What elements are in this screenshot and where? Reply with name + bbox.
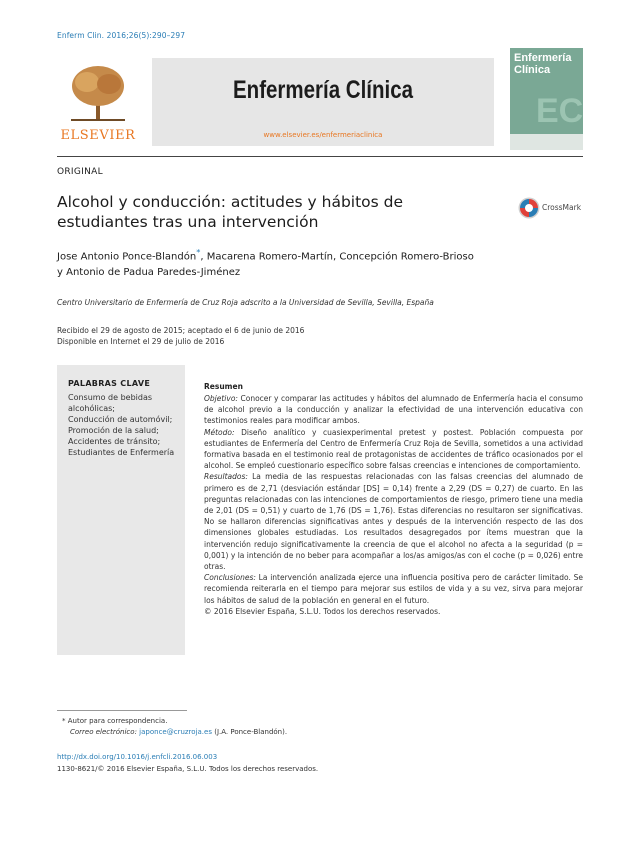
email-label: Correo electrónico:: [70, 728, 137, 736]
keyword-item: Promoción de la salud;: [68, 426, 159, 435]
journal-url-link[interactable]: www.elsevier.es/enfermeriaclinica: [263, 131, 383, 139]
affiliation: Centro Universitario de Enfermería de Cruz Roja adscrito a la Universidad de Sevilla, Sevilla, España: [57, 298, 434, 307]
article-section-label: ORIGINAL: [57, 167, 103, 177]
cover-title-line1: Enfermería: [514, 52, 572, 64]
elsevier-wordmark: ELSEVIER: [60, 128, 136, 143]
online-date: Disponible en Internet el 29 de julio de 2016: [57, 337, 225, 346]
author-list: [57, 244, 577, 281]
author-line2: y Antonio de Padua Paredes-Jiménez: [57, 267, 241, 279]
correspondence-note: * Autor para correspondencia.: [62, 717, 168, 725]
header-divider: [57, 156, 583, 157]
abstract-conclusions: [204, 572, 583, 606]
author-footnote-mark[interactable]: *: [196, 247, 201, 257]
author-line1-rest: , Macarena Romero-Martín, Concepción Romero-Brioso: [200, 251, 474, 263]
journal-title: Enfermería Clínica: [232, 76, 414, 104]
keywords-heading: PALABRAS CLAVE: [68, 379, 151, 388]
footnote-divider: [57, 710, 187, 711]
abstract-copyright: © 2016 Elsevier España, S.L.U. Todos los derechos reservados.: [204, 606, 441, 616]
crossmark-icon: [518, 197, 540, 219]
keywords-panel: [57, 365, 185, 655]
results-label: Resultados:: [204, 472, 248, 482]
abstract-heading: Resumen: [204, 382, 243, 391]
journal-citation: Enferm Clin. 2016;26(5):290–297: [57, 31, 186, 40]
cover-title-line2: Clínica: [514, 64, 551, 76]
abstract-panel: [185, 365, 590, 655]
author-corresponding: Jose Antonio Ponce-Blandón: [57, 251, 197, 263]
conclusions-text: La intervención analizada ejerce una influencia positiva pero de carácter limitado. Se recomienda reiterarla en el tiempo para mejorar sus estilos de vida y a su vez, sirva para mejorar los hábitos de salud de la población en general en el futuro.: [204, 573, 583, 605]
cover-monogram: EC: [536, 92, 583, 130]
article-dates: [57, 325, 577, 347]
email-link[interactable]: japonce@cruzroja.es: [139, 728, 212, 736]
keyword-item: Accidentes de tránsito;: [68, 437, 161, 446]
received-accepted-date: Recibido el 29 de agosto de 2015; aceptado el 6 de junio de 2016: [57, 326, 305, 335]
keyword-item: Estudiantes de Enfermería: [68, 448, 175, 457]
crossmark-badge[interactable]: [518, 197, 588, 221]
abstract-results: [204, 471, 583, 572]
abstract-method: [204, 427, 583, 472]
objective-label: Objetivo:: [204, 394, 238, 403]
conclusions-label: Conclusiones:: [204, 573, 256, 583]
keyword-item: Conducción de automóvil;: [68, 415, 173, 424]
results-text: La media de las respuestas relacionadas con las falsas creencias del alumnado de primero es de 2,71 (desviación estándar [DS] = 0,14) frente a 2,29 (DS = 0,27) de cuarto. En las preguntas relacionadas con las intenciones de comportamientos de riesgo, primero tiene una media de 2,01 (DS = 0,51) y cuarto de 1,76 (DS = 1,76). Estas diferencias no resultaron ser significativas. No se hallaron diferencias significativas antes y después de la intervención respecto de las dos dimensiones globales estudiadas. Los resultados desagregados por ítems muestran que la intervención redujo significativamente la creencia de que el alcohol no afecta a la seguridad (p = 0,001) y la intención de no beber para acompañar a los/as amigos/as con el coche (p = 0,026) entre otras.: [204, 472, 583, 572]
journal-cover: [510, 48, 583, 150]
keywords-list: [68, 392, 180, 458]
cover-footer-bar: [510, 134, 583, 150]
article-title: Alcohol y conducción: actitudes y hábitos de estudiantes tras una intervención: [57, 193, 404, 231]
journal-header: [152, 58, 494, 146]
method-text: Diseño analítico y cuasiexperimental pretest y postest. Población compuesta por estudiantes de Enfermería del Centro de Enfermería Cruz Roja de Sevilla, sometidos a una actividad formativa basada en el testimonio real de protagonistas de accidentes de tráfico ocasionados por el alcohol. Se empleó cuestionario específico sobre falsas creencias e intenciones de comportamiento.: [204, 427, 583, 471]
method-label: Método:: [204, 427, 235, 437]
doi-link[interactable]: http://dx.doi.org/10.1016/j.enfcli.2016.06.003: [57, 753, 218, 761]
objective-text: Conocer y comparar las actitudes y hábitos del alumnado de Enfermería hacia el consumo de alcohol previo a la conducción y analizar la efectividad de una intervención educativa con testimonios reales para modificar ambos.: [204, 394, 583, 426]
abstract-body: [204, 393, 583, 617]
abstract-objective: [204, 393, 583, 427]
elsevier-logo: [57, 58, 139, 146]
keyword-item: Consumo de bebidas alcohólicas;: [68, 393, 153, 413]
crossmark-label: CrossMark: [542, 203, 582, 212]
elsevier-tree-icon: [65, 62, 131, 124]
email-note: [70, 728, 287, 736]
issn-copyright: 1130-8621/© 2016 Elsevier España, S.L.U. Todos los derechos reservados.: [57, 765, 319, 773]
email-owner: (J.A. Ponce-Blandón).: [214, 728, 288, 736]
